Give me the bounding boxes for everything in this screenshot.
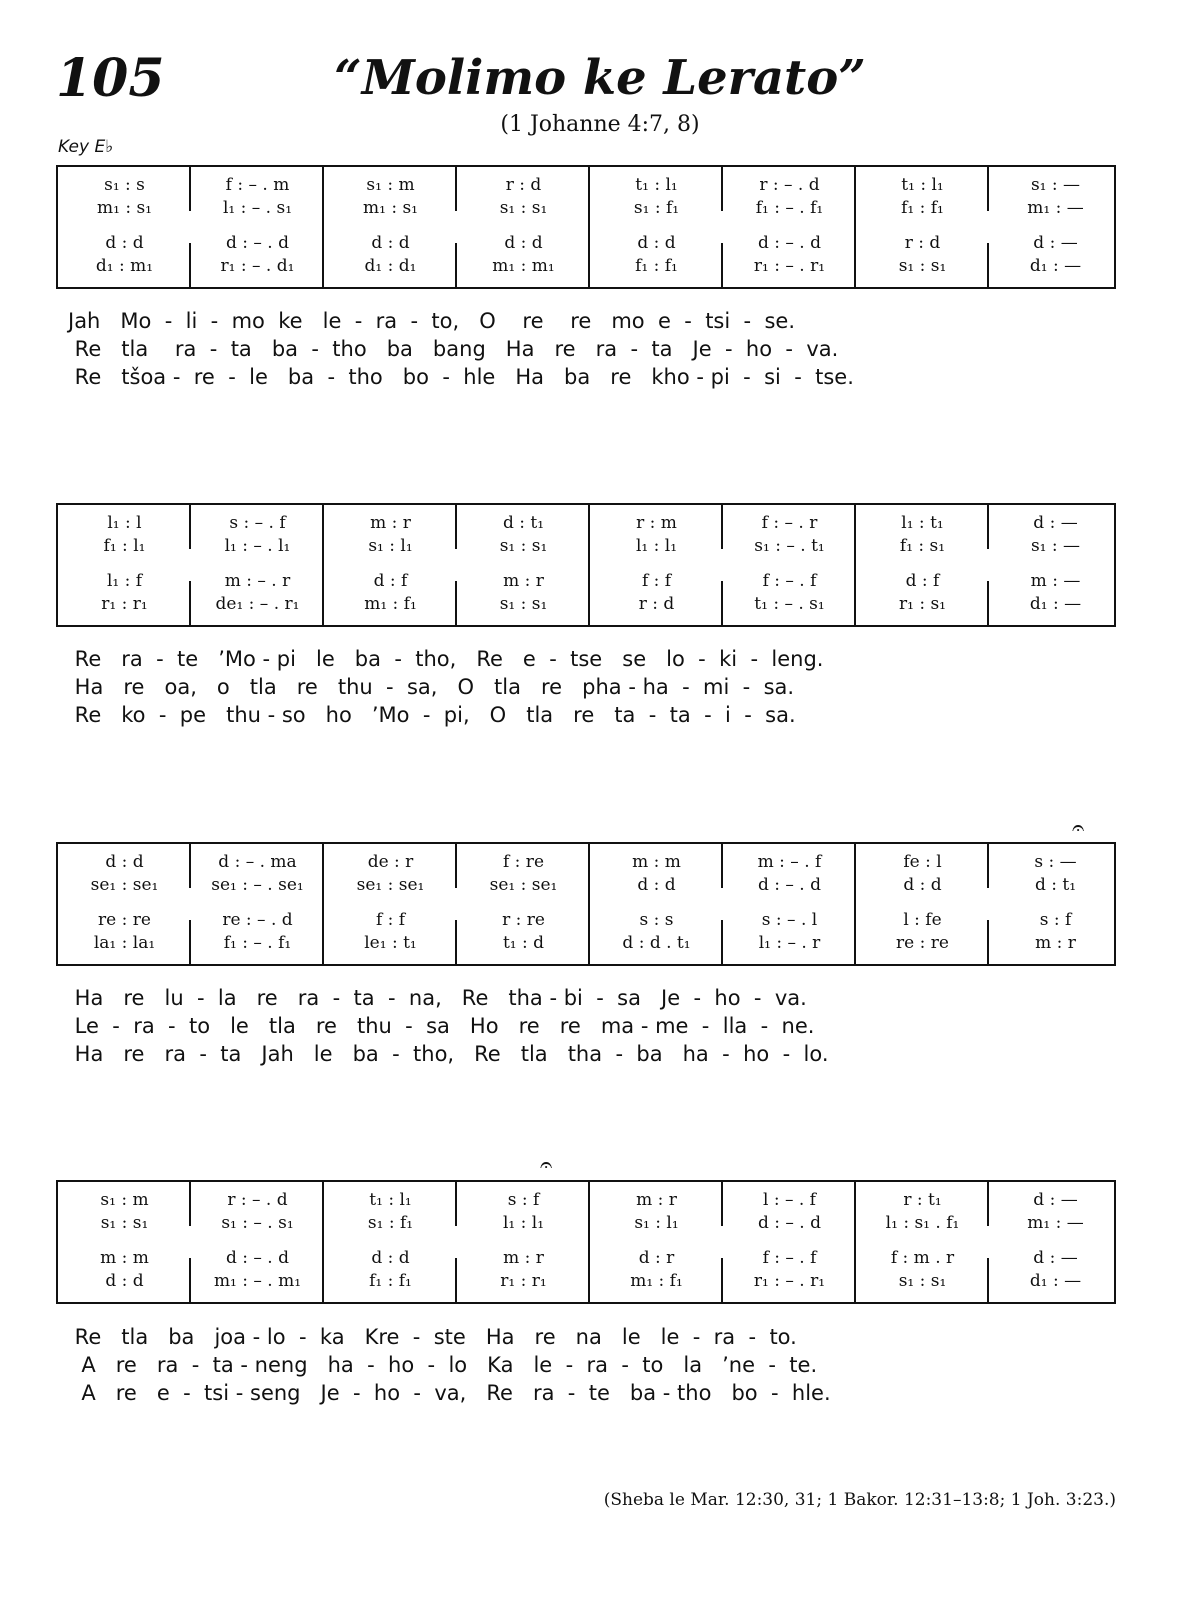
solfa-measure: d₁ : — xyxy=(1029,1271,1082,1291)
solfa-measure: t₁ : d xyxy=(502,933,545,953)
solfa-measure: d : — xyxy=(1033,1248,1078,1268)
solfa-measure: d₁ : — xyxy=(1029,594,1082,614)
solfa-measure: m : r xyxy=(503,571,544,591)
solfa-measure: d : d xyxy=(105,233,144,253)
solfa-measure: m₁ : — xyxy=(1027,198,1084,218)
solfa-measure: m : – . r xyxy=(224,571,291,591)
solfa-measure: t₁ : l₁ xyxy=(369,1190,412,1210)
solfa-measure: d : t₁ xyxy=(1034,875,1077,895)
solfa-measure: f : – . f xyxy=(762,571,817,591)
solfa-measure: m : r xyxy=(636,1190,677,1210)
solfa-measure: s₁ : s₁ xyxy=(499,594,548,614)
lyric-line: A re e - tsi - seng Je - ho - va, Re ra - te ba - tho bo - hle. xyxy=(68,1381,831,1405)
solfa-measure: s : – . l xyxy=(761,910,818,930)
solfa-measure: l₁ : f xyxy=(106,571,143,591)
solfa-measure: f₁ : f₁ xyxy=(635,256,678,276)
solfa-measure: d : d . t₁ xyxy=(622,933,691,953)
solfa-measure: l₁ : – . l₁ xyxy=(224,536,291,556)
solfa-measure: f : – . r xyxy=(761,513,818,533)
scripture-subtitle: (1 Johanne 4:7, 8) xyxy=(500,112,700,137)
solfa-measure: re : re xyxy=(98,910,151,930)
solfa-measure: m : r xyxy=(370,513,411,533)
lyric-line: Le - ra - to le tla re thu - sa Ho re re ma - me - lla - ne. xyxy=(68,1014,815,1038)
solfa-measure: r₁ : – . r₁ xyxy=(753,256,826,276)
solfa-measure: s₁ : s₁ xyxy=(100,1213,149,1233)
lyric-line: Ha re lu - la re ra - ta - na, Re tha - bi - sa Je - ho - va. xyxy=(68,986,807,1010)
solfa-measure: f : – . f xyxy=(762,1248,817,1268)
solfa-measure: d : – . ma xyxy=(218,852,297,872)
staff-system xyxy=(56,165,1116,289)
solfa-measure: r₁ : – . r₁ xyxy=(753,1271,826,1291)
solfa-measure: d : d xyxy=(105,1271,144,1291)
solfa-measure: m₁ : s₁ xyxy=(96,198,152,218)
solfa-measure: f₁ : s₁ xyxy=(899,536,946,556)
solfa-measure: re : re xyxy=(896,933,949,953)
solfa-measure: s₁ : m xyxy=(100,1190,149,1210)
solfa-measure: se₁ : – . se₁ xyxy=(211,875,304,895)
solfa-measure: d : — xyxy=(1033,233,1078,253)
lyric-line: Ha re oa, o tla re thu - sa, O tla re pha - ha - mi - sa. xyxy=(68,675,795,699)
solfa-measure: f : re xyxy=(502,852,544,872)
solfa-measure: m : — xyxy=(1030,571,1081,591)
solfa-measure: f₁ : – . f₁ xyxy=(223,933,292,953)
solfa-measure: de₁ : – . r₁ xyxy=(215,594,300,614)
solfa-measure: re : – . d xyxy=(222,910,293,930)
solfa-measure: s₁ : f₁ xyxy=(367,1213,414,1233)
solfa-measure: d : d xyxy=(637,875,676,895)
lyric-line: Jah Mo - li - mo ke le - ra - to, O re re mo e - tsi - se. xyxy=(68,309,796,333)
solfa-measure: r : t₁ xyxy=(903,1190,942,1210)
fermata-icon: 𝄐 xyxy=(540,1153,553,1178)
solfa-measure: d₁ : — xyxy=(1029,256,1082,276)
solfa-measure: s₁ : m xyxy=(366,175,415,195)
solfa-measure: l : – . f xyxy=(763,1190,816,1210)
solfa-measure: s₁ : s₁ xyxy=(499,198,548,218)
solfa-measure: l₁ : l xyxy=(107,513,142,533)
solfa-measure: s₁ : s₁ xyxy=(499,536,548,556)
scripture-reference: (Sheba le Mar. 12:30, 31; 1 Bakor. 12:31–13:8; 1 Joh. 3:23.) xyxy=(603,1490,1116,1510)
solfa-measure: l₁ : s₁ . f₁ xyxy=(885,1213,960,1233)
solfa-measure: t₁ : l₁ xyxy=(635,175,678,195)
solfa-measure: f : f xyxy=(375,910,406,930)
solfa-measure: s : – . f xyxy=(229,513,286,533)
solfa-measure: d : f xyxy=(373,571,408,591)
solfa-measure: s : f xyxy=(507,1190,540,1210)
fermata-icon: 𝄐 xyxy=(1072,816,1085,841)
solfa-measure: d : f xyxy=(905,571,940,591)
solfa-measure: r : m xyxy=(636,513,677,533)
staff-system xyxy=(56,503,1116,627)
solfa-measure: d : d xyxy=(903,875,942,895)
solfa-measure: r : re xyxy=(502,910,545,930)
solfa-measure: d : t₁ xyxy=(502,513,545,533)
staff-system xyxy=(56,1180,1116,1304)
solfa-measure: de : r xyxy=(367,852,414,872)
solfa-measure: f₁ : – . f₁ xyxy=(755,198,824,218)
solfa-measure: f₁ : f₁ xyxy=(369,1271,412,1291)
solfa-measure: r₁ : s₁ xyxy=(898,594,946,614)
solfa-measure: se₁ : se₁ xyxy=(90,875,159,895)
solfa-measure: m₁ : – . m₁ xyxy=(213,1271,302,1291)
solfa-measure: m₁ : — xyxy=(1027,1213,1084,1233)
solfa-measure: r : – . d xyxy=(227,1190,288,1210)
solfa-measure: s : s xyxy=(639,910,674,930)
solfa-measure: r : – . d xyxy=(759,175,820,195)
solfa-measure: t₁ : l₁ xyxy=(901,175,944,195)
solfa-measure: s : f xyxy=(1039,910,1072,930)
solfa-measure: f₁ : l₁ xyxy=(103,536,146,556)
solfa-measure: s₁ : – . t₁ xyxy=(754,536,825,556)
lyric-line: A re ra - ta - neng ha - ho - lo Ka le - ra - to la ’ne - te. xyxy=(68,1353,818,1377)
solfa-measure: l₁ : l₁ xyxy=(502,1213,545,1233)
solfa-measure: fe : l xyxy=(903,852,942,872)
solfa-measure: s₁ : f₁ xyxy=(633,198,680,218)
solfa-measure: s₁ : — xyxy=(1030,175,1081,195)
solfa-measure: r₁ : r₁ xyxy=(101,594,148,614)
solfa-measure: m₁ : s₁ xyxy=(362,198,418,218)
solfa-measure: m : r xyxy=(503,1248,544,1268)
solfa-measure: d : – . d xyxy=(225,1248,289,1268)
lyric-line: Re tšoa - re - le ba - tho bo - hle Ha ba re kho - pi - si - tse. xyxy=(68,365,854,389)
solfa-measure: d : – . d xyxy=(225,233,289,253)
solfa-measure: le₁ : t₁ xyxy=(364,933,417,953)
solfa-measure: d₁ : m₁ xyxy=(95,256,154,276)
solfa-measure: l₁ : – . s₁ xyxy=(222,198,293,218)
solfa-measure: t₁ : – . s₁ xyxy=(754,594,825,614)
solfa-measure: se₁ : se₁ xyxy=(489,875,558,895)
solfa-measure: s₁ : s₁ xyxy=(898,256,947,276)
solfa-measure: m : m xyxy=(632,852,681,872)
solfa-measure: f : m . r xyxy=(890,1248,955,1268)
solfa-measure: m₁ : f₁ xyxy=(630,1271,683,1291)
solfa-measure: s₁ : s xyxy=(104,175,145,195)
staff-system xyxy=(56,842,1116,966)
solfa-measure: l₁ : – . r xyxy=(758,933,821,953)
solfa-measure: f₁ : f₁ xyxy=(901,198,944,218)
solfa-measure: d : – . d xyxy=(757,1213,821,1233)
lyric-line: Re ra - te ’Mo - pi le ba - tho, Re e - tse se lo - ki - leng. xyxy=(68,647,824,671)
solfa-measure: la₁ : la₁ xyxy=(93,933,156,953)
solfa-measure: l₁ : t₁ xyxy=(901,513,944,533)
solfa-measure: d : d xyxy=(637,233,676,253)
solfa-measure: m₁ : m₁ xyxy=(492,256,555,276)
solfa-measure: d : — xyxy=(1033,513,1078,533)
hymn-title: “Molimo ke Lerato” xyxy=(334,50,866,106)
lyric-line: Ha re ra - ta Jah le ba - tho, Re tla tha - ba ha - ho - lo. xyxy=(68,1042,829,1066)
solfa-measure: l : fe xyxy=(903,910,942,930)
solfa-measure: s₁ : s₁ xyxy=(898,1271,947,1291)
solfa-measure: r₁ : – . d₁ xyxy=(220,256,295,276)
solfa-measure: d : d xyxy=(371,1248,410,1268)
solfa-measure: d : r xyxy=(638,1248,675,1268)
solfa-measure: l₁ : l₁ xyxy=(635,536,678,556)
hymn-number: 105 xyxy=(56,48,165,109)
solfa-measure: d : – . d xyxy=(757,233,821,253)
solfa-measure: f : f xyxy=(641,571,672,591)
solfa-measure: s₁ : l₁ xyxy=(368,536,413,556)
solfa-measure: d₁ : d₁ xyxy=(364,256,417,276)
solfa-measure: r : d xyxy=(505,175,542,195)
lyric-line: Re tla ra - ta ba - tho ba bang Ha re ra - ta Je - ho - va. xyxy=(68,337,839,361)
solfa-measure: d : d xyxy=(371,233,410,253)
solfa-measure: r : d xyxy=(904,233,941,253)
solfa-measure: d : d xyxy=(105,852,144,872)
solfa-measure: s₁ : l₁ xyxy=(634,1213,679,1233)
solfa-measure: r : d xyxy=(638,594,675,614)
solfa-measure: m : m xyxy=(100,1248,149,1268)
solfa-measure: m : r xyxy=(1035,933,1076,953)
solfa-measure: f : – . m xyxy=(225,175,290,195)
solfa-measure: se₁ : se₁ xyxy=(356,875,425,895)
solfa-measure: m : – . f xyxy=(757,852,822,872)
solfa-measure: r₁ : r₁ xyxy=(500,1271,547,1291)
solfa-measure: d : – . d xyxy=(757,875,821,895)
solfa-measure: s₁ : — xyxy=(1030,536,1081,556)
solfa-measure: d : d xyxy=(504,233,543,253)
lyric-line: Re tla ba joa - lo - ka Kre - ste Ha re na le le - ra - to. xyxy=(68,1325,797,1349)
solfa-measure: s : — xyxy=(1034,852,1077,872)
solfa-measure: m₁ : f₁ xyxy=(364,594,417,614)
solfa-measure: d : — xyxy=(1033,1190,1078,1210)
solfa-measure: s₁ : – . s₁ xyxy=(221,1213,294,1233)
key-signature: Key E♭ xyxy=(58,137,114,157)
lyric-line: Re ko - pe thu - so ho ’Mo - pi, O tla re ta - ta - i - sa. xyxy=(68,703,796,727)
